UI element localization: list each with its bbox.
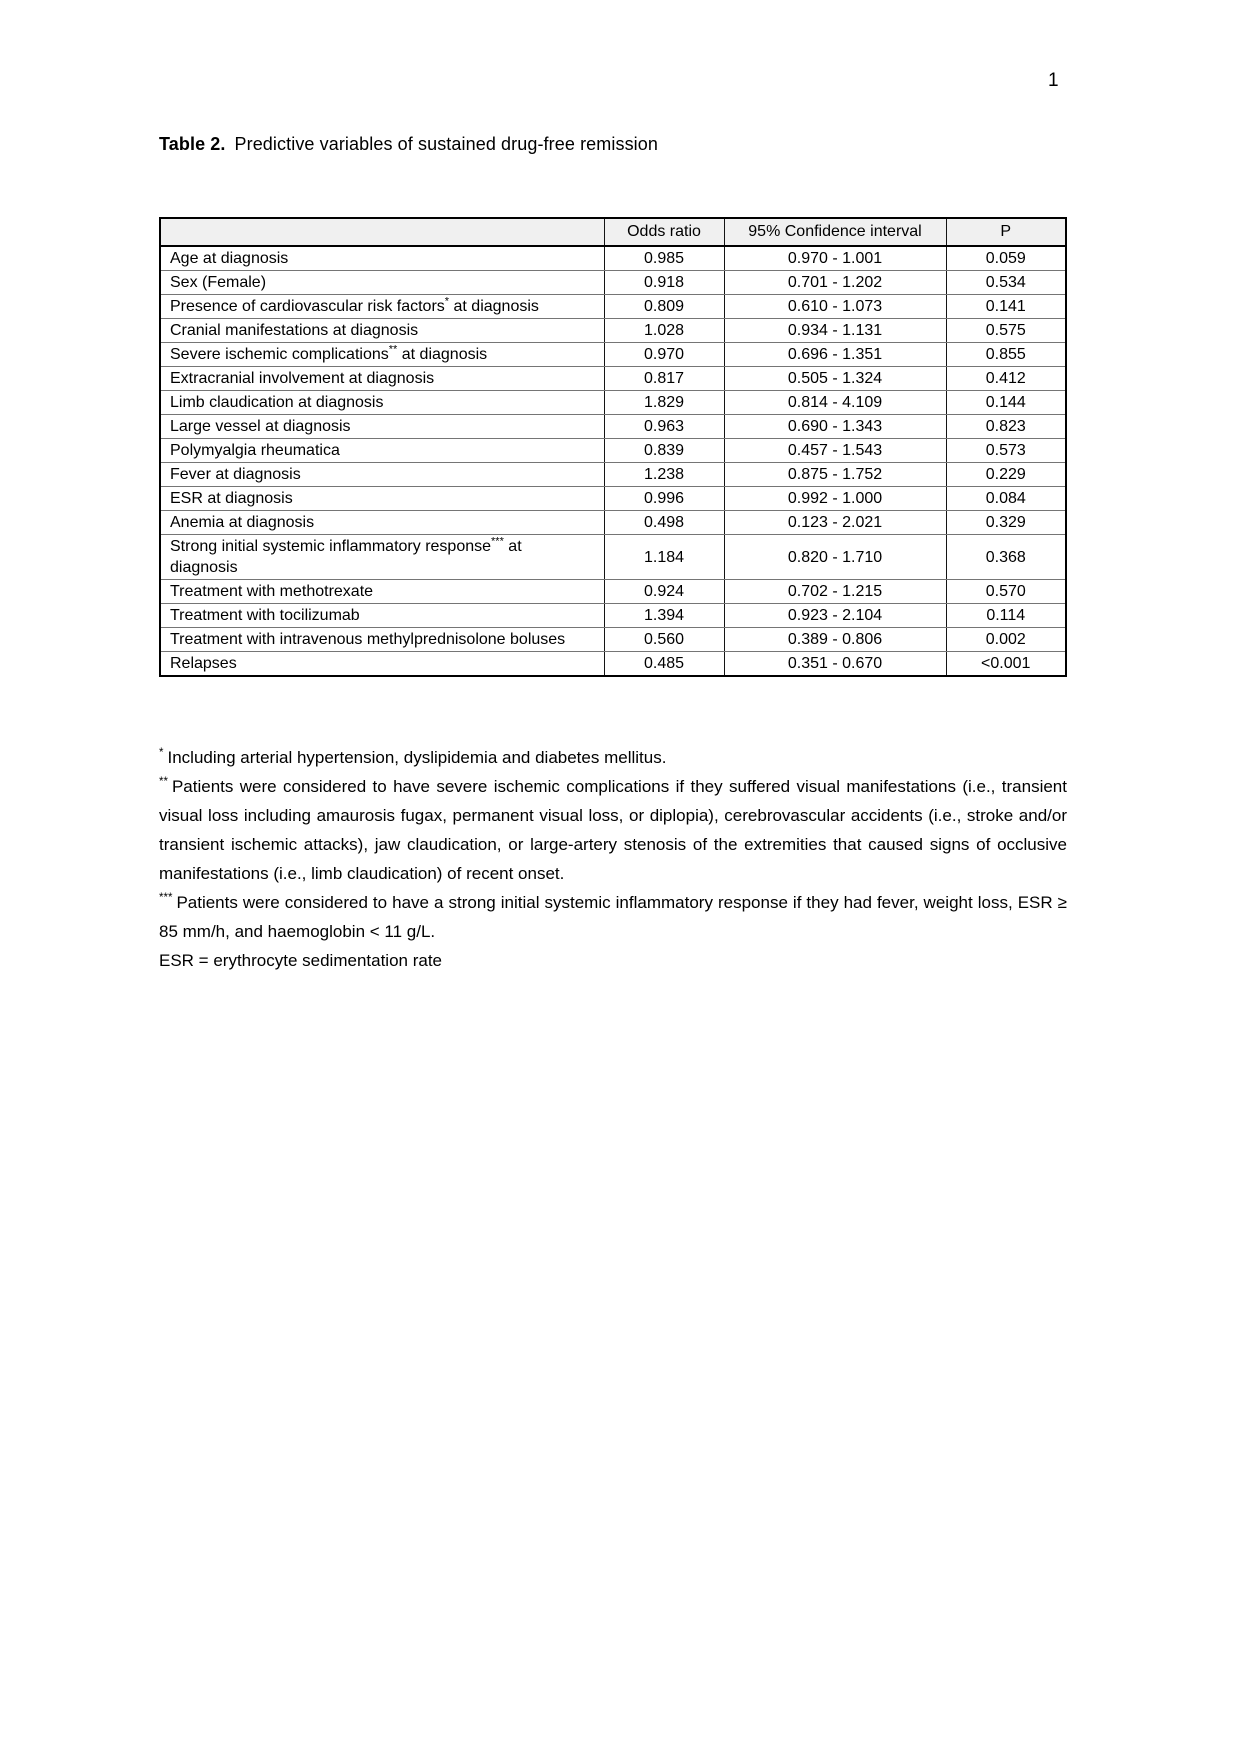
cell-confidence-interval: 0.701 - 1.202 [724,271,946,295]
cell-p-value: 0.855 [946,343,1066,367]
cell-odds-ratio: 0.485 [604,652,724,677]
row-variable: Anemia at diagnosis [160,511,604,535]
table-title [159,132,658,156]
page-number: 1 [1048,70,1059,91]
footnote-text: Patients were considered to have a strong initial systemic inflammatory response if they had fever, weight loss, ESR ≥ 85 mm/h, and haemoglobin < 11 g/L. [159,893,1067,941]
cell-odds-ratio: 0.839 [604,439,724,463]
cell-p-value: <0.001 [946,652,1066,677]
table-row [160,415,1066,439]
cell-confidence-interval: 0.934 - 1.131 [724,319,946,343]
row-variable: Cranial manifestations at diagnosis [160,319,604,343]
row-variable: Fever at diagnosis [160,463,604,487]
table-row [160,628,1066,652]
table-row [160,295,1066,319]
table-title-text: Predictive variables of sustained drug-free remission [234,134,658,154]
row-variable: Severe ischemic complications** at diagnosis [160,343,604,367]
table-row [160,439,1066,463]
cell-p-value: 0.368 [946,535,1066,580]
cell-p-value: 0.059 [946,246,1066,271]
cell-p-value: 0.084 [946,487,1066,511]
cell-confidence-interval: 0.702 - 1.215 [724,580,946,604]
cell-confidence-interval: 0.351 - 0.670 [724,652,946,677]
footnote-text: Patients were considered to have severe ischemic complications if they suffered visual manifestations (i.e., transient visual loss including amaurosis fugax, permanent visual loss, or diplopia), cerebrovascular accidents (i.e., stroke and/or transient ischemic attacks), jaw claudication, or large-artery stenosis of the extremities that caused signs of occlusive manifestations (i.e., limb claudication) of recent onset. [159,777,1067,883]
cell-p-value: 0.329 [946,511,1066,535]
table-row [160,487,1066,511]
cell-confidence-interval: 0.610 - 1.073 [724,295,946,319]
table-row [160,463,1066,487]
header-confidence-interval: 95% Confidence interval [724,218,946,246]
cell-confidence-interval: 0.457 - 1.543 [724,439,946,463]
row-variable: Extracranial involvement at diagnosis [160,367,604,391]
footnote-marker-icon: *** [491,535,504,548]
cell-p-value: 0.570 [946,580,1066,604]
cell-odds-ratio: 0.924 [604,580,724,604]
footnote-marker-icon: ** [388,343,398,356]
row-variable: ESR at diagnosis [160,487,604,511]
cell-odds-ratio: 0.498 [604,511,724,535]
footnotes [159,743,1067,975]
cell-confidence-interval: 0.696 - 1.351 [724,343,946,367]
cell-p-value: 0.144 [946,391,1066,415]
header-odds-ratio: Odds ratio [604,218,724,246]
row-variable: Polymyalgia rheumatica [160,439,604,463]
cell-p-value: 0.114 [946,604,1066,628]
cell-p-value: 0.141 [946,295,1066,319]
cell-p-value: 0.575 [946,319,1066,343]
cell-p-value: 0.823 [946,415,1066,439]
row-variable: Sex (Female) [160,271,604,295]
table-row [160,652,1066,677]
table-row [160,580,1066,604]
footnote-marker-icon: * [444,295,450,308]
row-variable: Large vessel at diagnosis [160,415,604,439]
cell-confidence-interval: 0.820 - 1.710 [724,535,946,580]
cell-p-value: 0.534 [946,271,1066,295]
cell-confidence-interval: 0.123 - 2.021 [724,511,946,535]
row-variable: Presence of cardiovascular risk factors* at diagnosis [160,295,604,319]
table-row [160,391,1066,415]
row-variable: Treatment with tocilizumab [160,604,604,628]
footnote [159,946,1067,975]
cell-odds-ratio: 0.918 [604,271,724,295]
cell-confidence-interval: 0.814 - 4.109 [724,391,946,415]
cell-odds-ratio: 0.963 [604,415,724,439]
cell-odds-ratio: 0.996 [604,487,724,511]
cell-odds-ratio: 0.817 [604,367,724,391]
cell-odds-ratio: 0.560 [604,628,724,652]
cell-confidence-interval: 0.389 - 0.806 [724,628,946,652]
cell-confidence-interval: 0.923 - 2.104 [724,604,946,628]
footnote-text: Including arterial hypertension, dyslipidemia and diabetes mellitus. [167,748,667,767]
row-variable: Treatment with intravenous methylprednisolone boluses [160,628,604,652]
table-row [160,271,1066,295]
row-variable: Treatment with methotrexate [160,580,604,604]
cell-odds-ratio: 0.985 [604,246,724,271]
table-row [160,367,1066,391]
cell-p-value: 0.573 [946,439,1066,463]
cell-odds-ratio: 1.829 [604,391,724,415]
table-row [160,511,1066,535]
table-header-row [160,218,1066,246]
table-row [160,604,1066,628]
cell-p-value: 0.412 [946,367,1066,391]
header-p-value: P [946,218,1066,246]
row-variable: Limb claudication at diagnosis [160,391,604,415]
cell-p-value: 0.229 [946,463,1066,487]
cell-odds-ratio: 1.238 [604,463,724,487]
cell-p-value: 0.002 [946,628,1066,652]
footnote-marker-icon: * [159,747,164,760]
table-row [160,246,1066,271]
cell-odds-ratio: 0.970 [604,343,724,367]
table-row [160,319,1066,343]
cell-confidence-interval: 0.992 - 1.000 [724,487,946,511]
table-row [160,343,1066,367]
cell-confidence-interval: 0.690 - 1.343 [724,415,946,439]
footnote [159,743,1067,772]
footnote-marker-icon: ** [159,776,168,789]
footnote [159,888,1067,946]
row-variable: Strong initial systemic inflammatory response*** at diagnosis [160,535,604,580]
table-title-label: Table 2. [159,134,226,154]
table-row [160,535,1066,580]
cell-odds-ratio: 1.394 [604,604,724,628]
cell-odds-ratio: 1.184 [604,535,724,580]
cell-confidence-interval: 0.970 - 1.001 [724,246,946,271]
results-table [159,217,1067,677]
footnote-text: ESR = erythrocyte sedimentation rate [159,951,442,970]
row-variable: Age at diagnosis [160,246,604,271]
footnote [159,772,1067,888]
footnote-marker-icon: *** [159,892,173,905]
row-variable: Relapses [160,652,604,677]
header-variable [160,218,604,246]
cell-confidence-interval: 0.875 - 1.752 [724,463,946,487]
cell-odds-ratio: 0.809 [604,295,724,319]
cell-confidence-interval: 0.505 - 1.324 [724,367,946,391]
cell-odds-ratio: 1.028 [604,319,724,343]
